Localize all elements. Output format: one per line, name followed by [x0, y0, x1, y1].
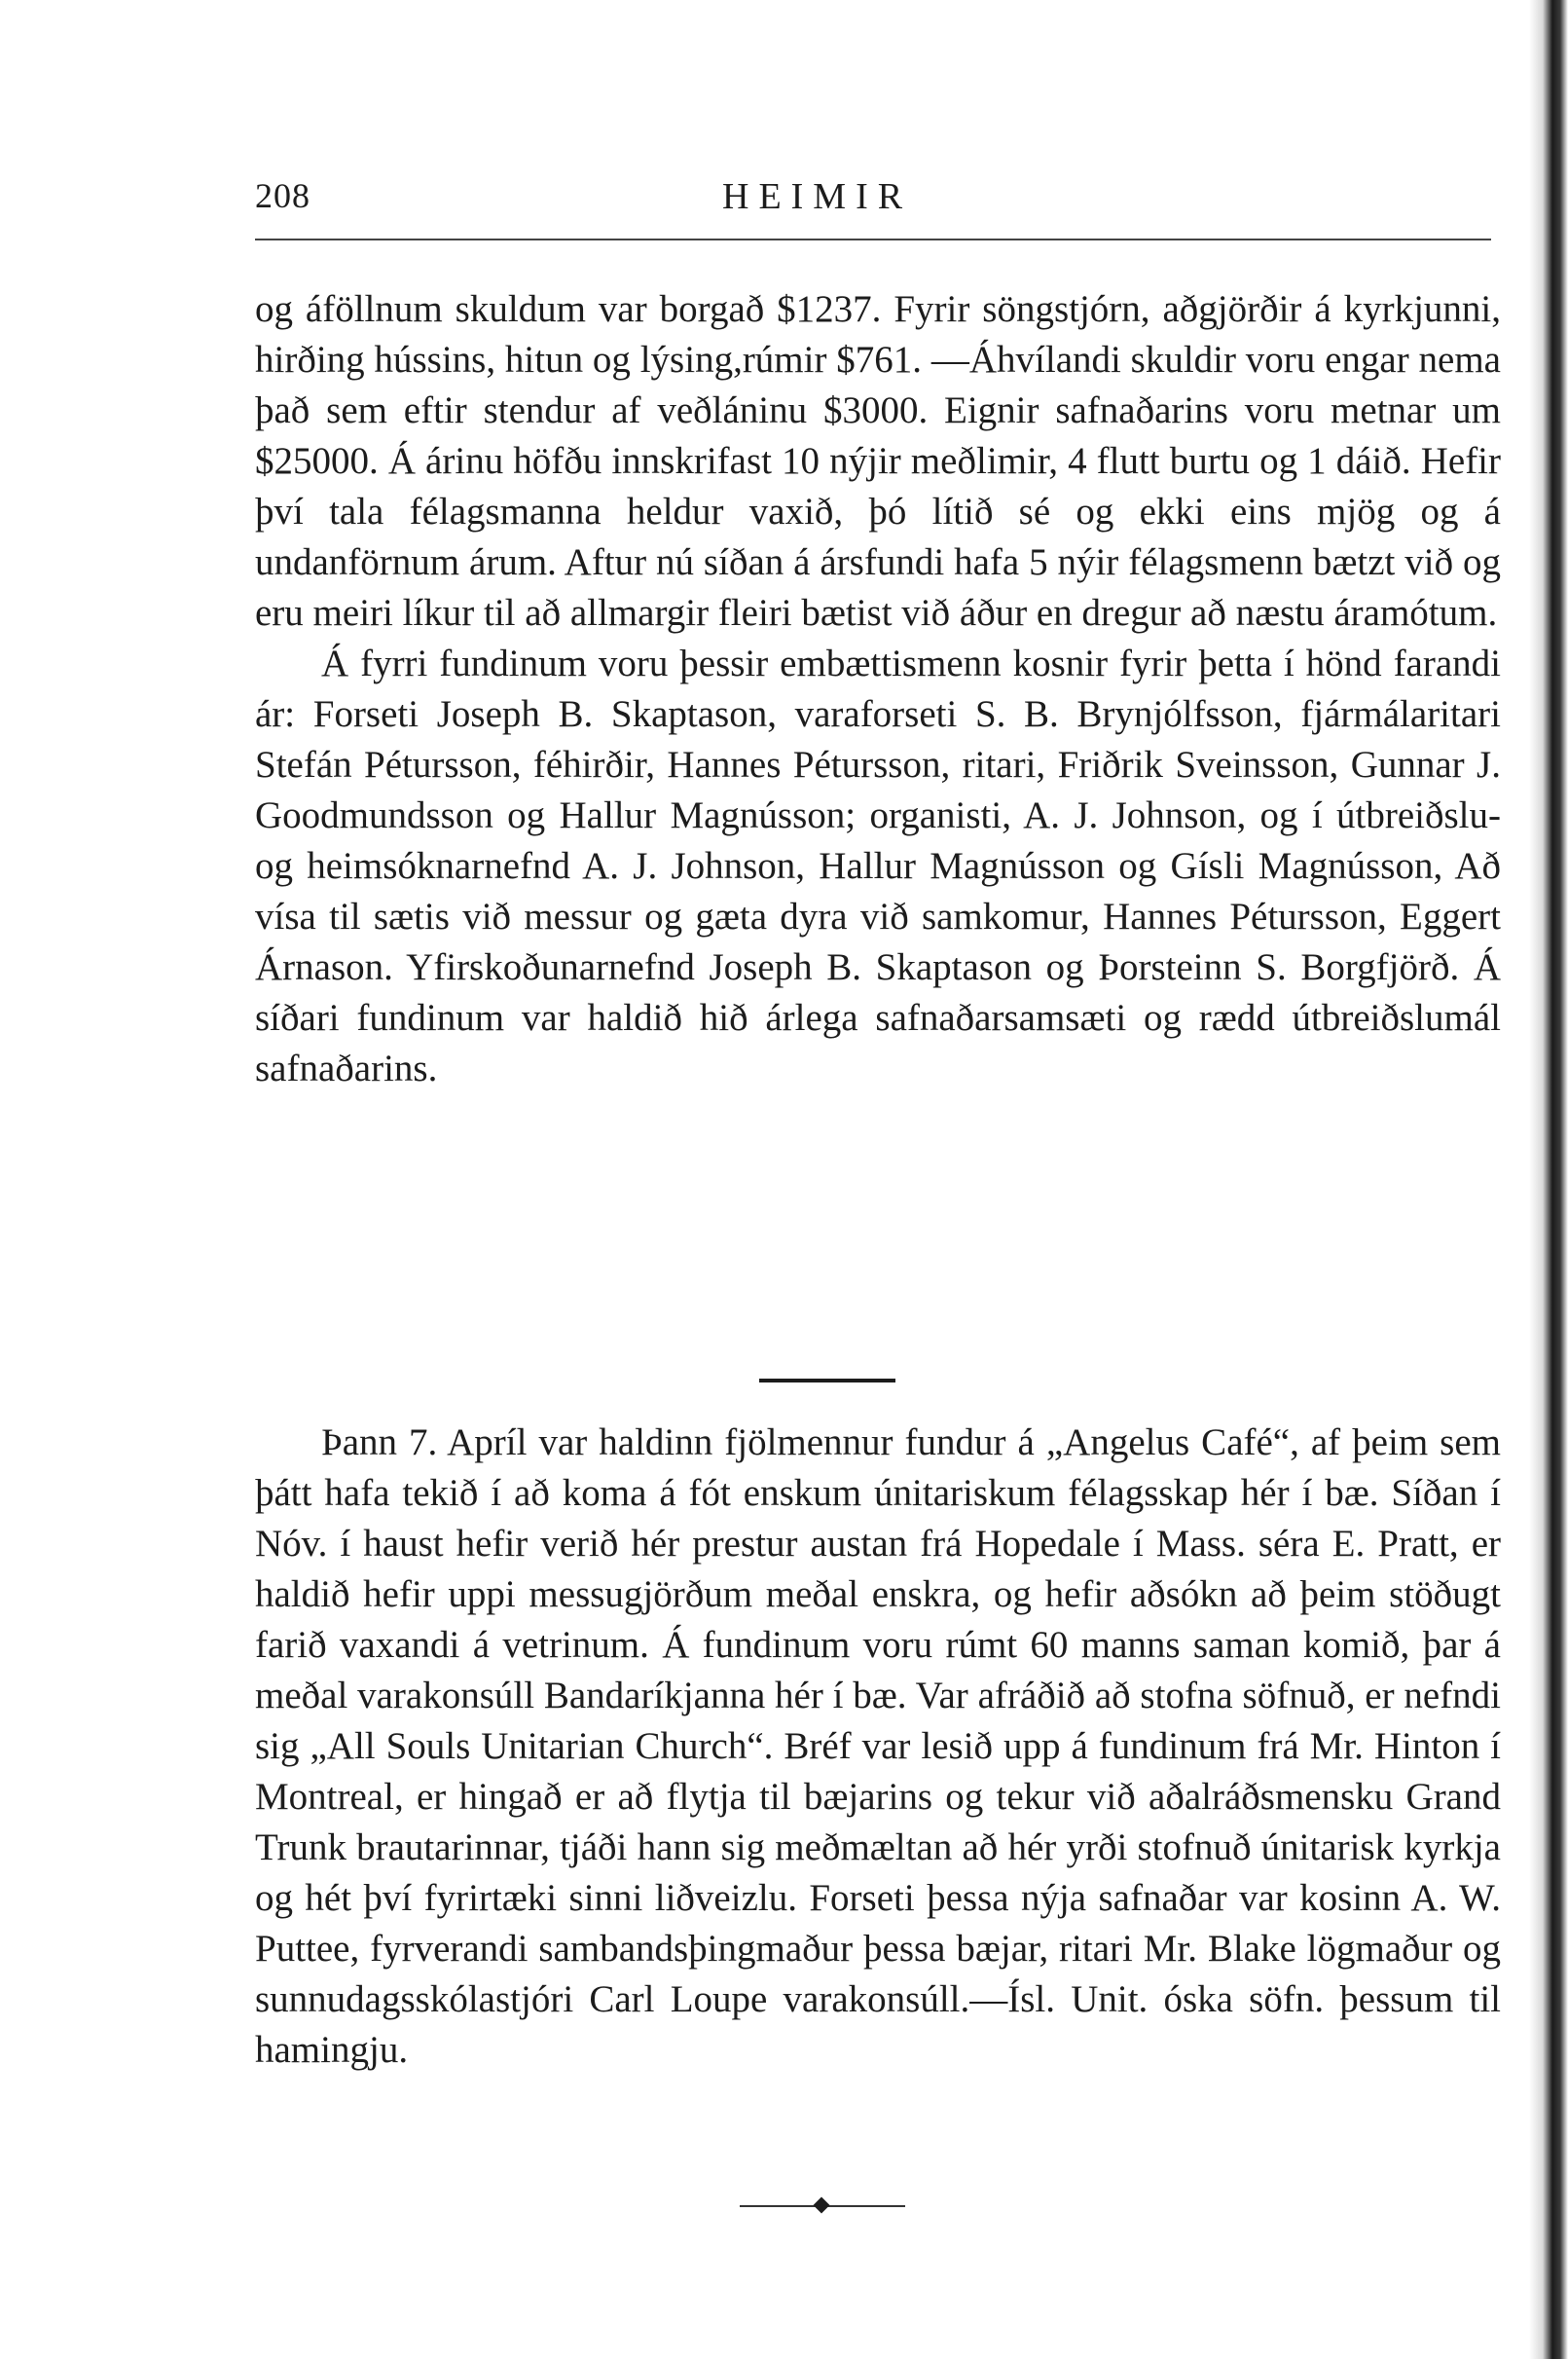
paragraph-finances: og áföllnum skuldum var borgað $1237. Fyrir söngstjórn, aðgjörðir á kyrkjunni, hirðing hússins, hitun og lýsing,rúmir $761. —Áhvílandi skuldir voru engar nema það sem eftir stendur af veðláninu $3000. Eignir safnaðarins voru metnar um $25000. Á árinu höfðu innskrifast 10 nýjir meðlimir, 4 flutt burtu og 1 dáið. Hefir því tala félagsmanna heldur vaxið, þó lítið sé og ekki eins mjög og á undanförnum árum. Aftur nú síðan á ársfundi hafa 5 nýir félagsmenn bætzt við og eru meiri líkur til að allmargir fleiri bætist við áður en dregur að næstu áramótum.	[255, 288, 1501, 634]
running-head: HEIMIR	[722, 176, 913, 217]
section-divider	[759, 1379, 895, 1382]
end-ornament	[740, 2196, 905, 2216]
paragraph-unitarian-church: Þann 7. Apríl var haldinn fjölmennur fundur á „Angelus Café“, af þeim sem þátt hafa tekið í að koma á fót enskum únitariskum félagsskap hér í bæ. Síðan í Nóv. í haust hefir verið hér prestur austan frá Hopedale í Mass. séra E. Pratt, er haldið hefir uppi messugjörðum meðal enskra, og hefir aðsókn að þeim stöðugt farið vaxandi á vetrinum. Á fundinum voru rúmt 60 manns saman komið, þar á meðal varakonsúll Bandaríkjanna hér í bæ. Var afráðið að stofna söfnuð, er nefndi sig „All Souls Unitarian Church“. Bréf var lesið upp á fundinum frá Mr. Hinton í Montreal, er hingað er að flytja til bæjarins og tekur við aðalráðsmensku Grand Trunk brautarinnar, tjáði hann sig meðmæltan að hér yrði stofnuð únitarisk kyrkja og hét því fyrirtæki sinni liðveizlu. Forseti þessa nýja safnaðar var kosinn A. W. Puttee, fyrverandi sambandsþingmaður þessa bæjar, ritari Mr. Blake lögmaður og sunnudagsskólastjóri Carl Loupe varakonsúll.—Ísl. Unit. óska söfn. þessum til hamingju.	[255, 1421, 1501, 2071]
page-number: 208	[255, 176, 310, 215]
article-continuation	[255, 284, 1501, 1094]
ornament-diamond	[814, 2197, 830, 2214]
scan-binding-edge	[1529, 0, 1568, 2359]
news-item	[255, 1418, 1501, 2076]
page-header	[255, 175, 1511, 234]
header-rule	[255, 239, 1491, 240]
paragraph-officers: Á fyrri fundinum voru þessir embættismenn kosnir fyrir þetta í hönd farandi ár: Forseti Joseph B. Skaptason, varaforseti S. B. Brynjólfsson, fjármálaritari Stefán Pétursson, féhirðir, Hannes Pétursson, ritari, Friðrik Sveinsson, Gunnar J. Goodmundsson og Hallur Magnússon; organisti, A. J. Johnson, og í útbreiðslu- og heimsóknarnefnd A. J. Johnson, Hallur Magnússon og Gísli Magnússon, Að vísa til sætis við messur og gæta dyra við samkomur, Hannes Pétursson, Eggert Árnason. Yfirskoðunarnefnd Joseph B. Skaptason og Þorsteinn S. Borgfjörð. Á síðari fundinum var haldið hið árlega safnaðarsamsæti og rædd útbreiðslumál safnaðarins.	[255, 643, 1501, 1089]
